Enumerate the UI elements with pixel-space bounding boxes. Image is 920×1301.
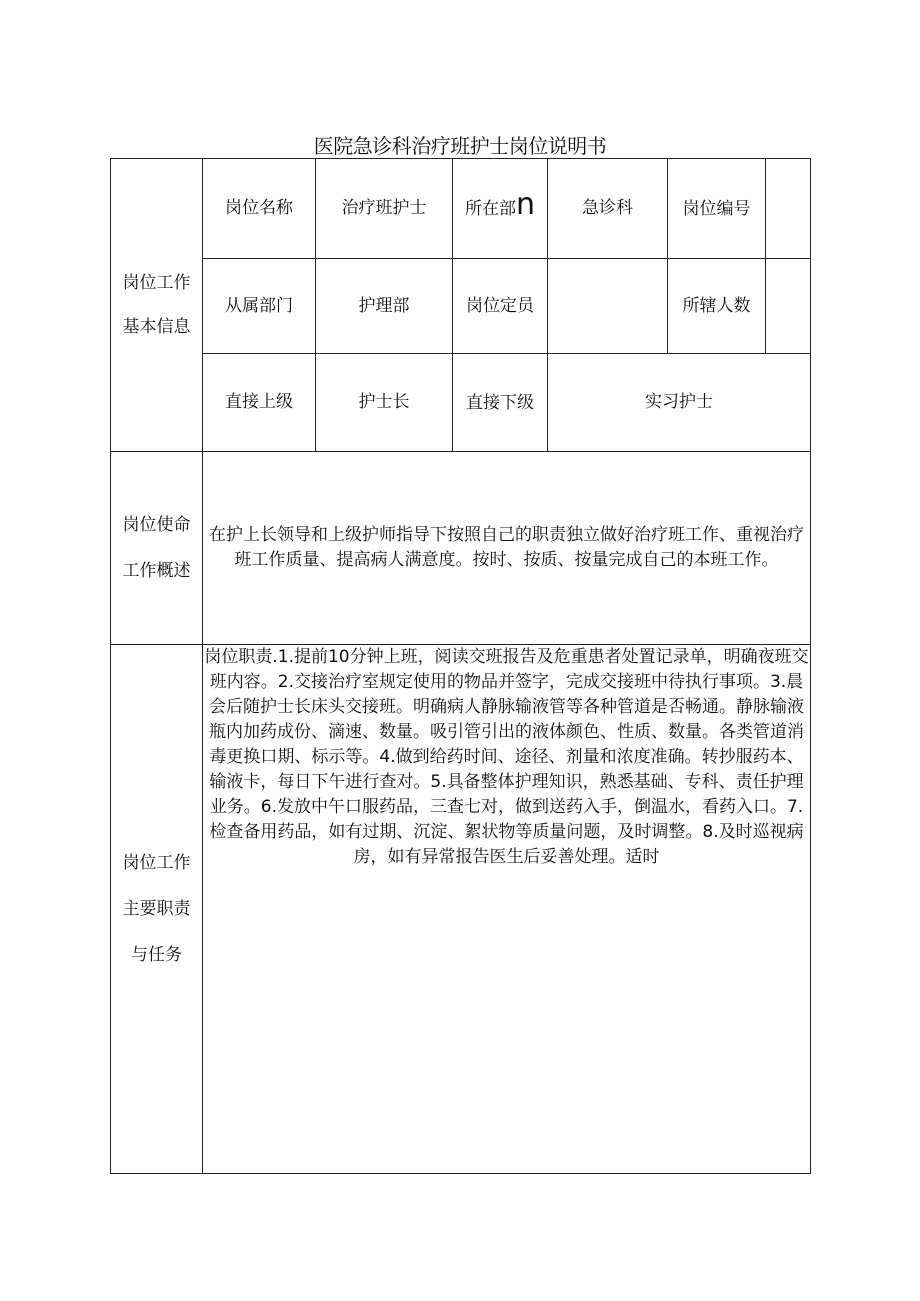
- quota-value: [548, 259, 668, 354]
- basic-row-3: [111, 354, 811, 452]
- mission-row: [111, 452, 811, 645]
- dept-label: 所在部n: [453, 159, 548, 259]
- job-description-table: [110, 158, 811, 1174]
- subordinate-count-value: [766, 259, 811, 354]
- parent-dept-value: 护理部: [316, 259, 453, 354]
- quota-label: 岗位定员: [453, 259, 548, 354]
- document-title: 医院急诊科治疗班护士岗位说明书: [313, 134, 607, 158]
- mission-label: 岗位使命工作概述: [111, 452, 203, 645]
- post-name-value: 治疗班护士: [316, 159, 453, 259]
- duties-label: 岗位工作主要职责与任务: [111, 645, 203, 1174]
- duties-text: 岗位职责.1.提前10分钟上班，阅读交班报告及危重患者处置记录单，明确夜班交班内容。2.交接治疗室规定使用的物品并签字，完成交接班中待执行事项。3.晨会后随护士长床头交接班。明确病人静脉输液管等各种管道是否畅通。静脉输液瓶内加药成份、滴速、数量。吸引管引出的液体颜色、性质、数量。各类管道消毒更换口期、标示等。4.做到给药时间、途径、剂量和浓度准确。转抄服药本、输液卡，每日下午进行查对。5.具备整体护理知识，熟悉基础、专科、责任护理业务。6.发放中午口服药品，三查七对，做到送药入手，倒温水，看药入口。7.检查备用药品，如有过期、沉淀、絮状物等质量问题，及时调整。8.及时巡视病房，如有异常报告医生后妥善处理。适时: [203, 645, 811, 1174]
- duties-row: [111, 645, 811, 1174]
- dept-value: 急诊科: [548, 159, 668, 259]
- post-no-value: [766, 159, 811, 259]
- direct-sub-value: 实习护士: [548, 354, 811, 452]
- superior-value: 护士长: [316, 354, 453, 452]
- post-name-label: 岗位名称: [203, 159, 316, 259]
- mission-text: 在护上长领导和上级护师指导下按照自己的职责独立做好治疗班工作、重视治疗班工作质量、提高病人满意度。按时、按质、按量完成自己的本班工作。: [203, 452, 811, 645]
- basic-info-section-label: 岗位工作基本信息: [111, 159, 203, 452]
- post-no-label: 岗位编号: [668, 159, 766, 259]
- direct-sub-label: 直接下级: [453, 354, 548, 452]
- basic-row-1: [111, 159, 811, 259]
- superior-label: 直接上级: [203, 354, 316, 452]
- basic-row-2: [111, 259, 811, 354]
- parent-dept-label: 从属部门: [203, 259, 316, 354]
- subordinate-count-label: 所辖人数: [668, 259, 766, 354]
